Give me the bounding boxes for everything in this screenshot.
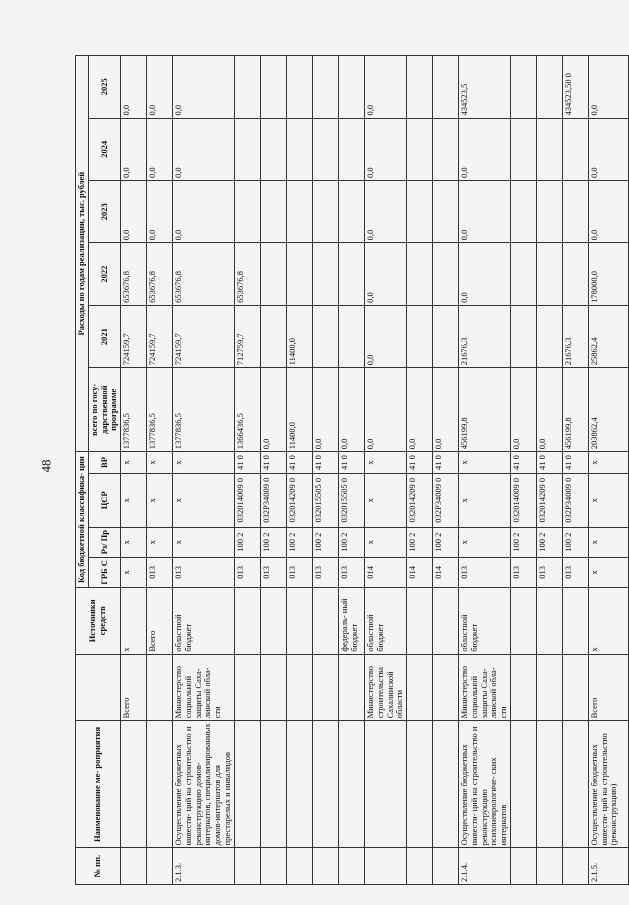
cell-rzpr: х: [147, 527, 173, 557]
cell-exec: Всего: [121, 654, 147, 721]
cell-vr: 41 0: [261, 452, 287, 474]
cell-y2022: 653676,8: [121, 243, 147, 305]
cell-rzpr: х: [459, 527, 511, 557]
cell-grbs: 013: [261, 557, 287, 587]
cell-grbs: 013: [510, 557, 536, 587]
cell-source: х: [121, 587, 147, 654]
cell-y2025: [510, 56, 536, 119]
cell-y2021: 724159,7: [121, 305, 147, 367]
cell-y2021: [510, 305, 536, 367]
cell-source: [261, 587, 287, 654]
cell-csr: 032P34009 0: [562, 473, 588, 527]
cell-csr: 032014209 0: [287, 473, 313, 527]
cell-source: [562, 587, 588, 654]
cell-exec: [536, 654, 562, 721]
header-vr: ВР: [88, 452, 120, 474]
cell-total: 0,0: [536, 368, 562, 452]
cell-exec: [147, 654, 173, 721]
cell-y2025: 0,0: [588, 56, 628, 119]
cell-csr: 032014209 0: [536, 473, 562, 527]
cell-name: [287, 721, 313, 848]
cell-y2024: 0,0: [121, 118, 147, 180]
cell-csr: х: [121, 473, 147, 527]
table-row: [433, 56, 459, 885]
cell-y2024: 0,0: [173, 118, 235, 180]
cell-y2025: 0,0: [173, 56, 235, 119]
cell-y2022: 653676,8: [147, 243, 173, 305]
header-2023: 2023: [88, 180, 120, 242]
header-expenses: Расходы по годам реализации, тыс. рублей: [76, 56, 89, 452]
cell-y2024: [407, 118, 433, 180]
cell-num: [339, 848, 365, 885]
cell-y2022: [407, 243, 433, 305]
cell-source: федераль- ный бюджет: [339, 587, 365, 654]
rotated-table-container: [75, 55, 619, 885]
cell-num: [365, 848, 407, 885]
cell-vr: 41 0: [235, 452, 261, 474]
table-row: [407, 56, 433, 885]
cell-exec: [510, 654, 536, 721]
cell-vr: 41 0: [510, 452, 536, 474]
cell-vr: 41 0: [339, 452, 365, 474]
cell-grbs: 013: [536, 557, 562, 587]
cell-name: Осуществление бюджетных инвести- ций на строительство и реконструкцию психоневрологиче- ских интернатов: [459, 721, 511, 848]
cell-grbs: х: [588, 557, 628, 587]
cell-y2024: [235, 118, 261, 180]
header-budget-code: Код бюджетной классифика- ции: [76, 452, 89, 588]
cell-total: 11400,0: [287, 368, 313, 452]
cell-grbs: 013: [235, 557, 261, 587]
cell-name: Осуществление бюджетных инвести- ций на строительство и реконструкцию домов-интернатов, специализированных домов-интернатов для престарелых и инвалидов: [173, 721, 235, 848]
cell-y2022: 0,0: [459, 243, 511, 305]
cell-y2025: [261, 56, 287, 119]
cell-name: [562, 721, 588, 848]
table-row: [536, 56, 562, 885]
cell-source: областной бюджет: [459, 587, 511, 654]
cell-y2024: [261, 118, 287, 180]
cell-rzpr: 100 2: [235, 527, 261, 557]
table-row: [173, 56, 235, 885]
cell-rzpr: х: [365, 527, 407, 557]
cell-rzpr: 100 2: [339, 527, 365, 557]
cell-source: областной бюджет: [173, 587, 235, 654]
cell-num: [433, 848, 459, 885]
cell-y2023: 0,0: [173, 180, 235, 242]
cell-y2023: 0,0: [121, 180, 147, 242]
table-row: [339, 56, 365, 885]
cell-y2025: 0,0: [365, 56, 407, 119]
cell-y2025: 434523,5: [459, 56, 511, 119]
cell-total: 0,0: [365, 368, 407, 452]
cell-name: [510, 721, 536, 848]
cell-vr: х: [365, 452, 407, 474]
cell-exec: Министерство строительства Сахалинской области: [365, 654, 407, 721]
table-row: [562, 56, 588, 885]
cell-y2024: [339, 118, 365, 180]
header-total: всего по госу- дарственной программе: [88, 368, 120, 452]
cell-exec: Всего: [588, 654, 628, 721]
cell-y2022: 653676,8: [235, 243, 261, 305]
cell-y2021: [433, 305, 459, 367]
cell-rzpr: 100 2: [407, 527, 433, 557]
cell-name: [536, 721, 562, 848]
cell-exec: [313, 654, 339, 721]
cell-y2022: 653676,8: [173, 243, 235, 305]
cell-num: 2.1.4.: [459, 848, 511, 885]
header-2024: 2024: [88, 118, 120, 180]
cell-y2022: 178000,0: [588, 243, 628, 305]
cell-y2023: [339, 180, 365, 242]
cell-y2021: [536, 305, 562, 367]
cell-total: 0,0: [433, 368, 459, 452]
table-row: [313, 56, 339, 885]
cell-rzpr: 100 2: [510, 527, 536, 557]
cell-y2023: 0,0: [147, 180, 173, 242]
cell-exec: Министерство социальной защиты Саха- линской обла- сти: [173, 654, 235, 721]
cell-name: Осуществление бюджетных инвести- ций на строительство (реконструкцию): [588, 721, 628, 848]
cell-rzpr: х: [121, 527, 147, 557]
cell-y2021: 11400,0: [287, 305, 313, 367]
cell-rzpr: 100 2: [433, 527, 459, 557]
header-2021: 2021: [88, 305, 120, 367]
cell-vr: х: [173, 452, 235, 474]
cell-grbs: 014: [433, 557, 459, 587]
cell-grbs: 013: [313, 557, 339, 587]
header-row-1: [76, 56, 89, 885]
cell-num: [536, 848, 562, 885]
cell-total: 1377836,5: [121, 368, 147, 452]
cell-y2025: 434523,50 0: [562, 56, 588, 119]
cell-num: [562, 848, 588, 885]
cell-y2021: [339, 305, 365, 367]
cell-y2023: 0,0: [459, 180, 511, 242]
cell-y2021: 724159,7: [173, 305, 235, 367]
cell-vr: 41 0: [287, 452, 313, 474]
cell-name: [433, 721, 459, 848]
cell-source: [287, 587, 313, 654]
cell-total: 456199,8: [562, 368, 588, 452]
header-source: Источники средств: [76, 587, 121, 654]
cell-y2024: [536, 118, 562, 180]
cell-total: 0,0: [407, 368, 433, 452]
cell-num: [407, 848, 433, 885]
cell-y2021: 21676,3: [562, 305, 588, 367]
cell-grbs: 013: [562, 557, 588, 587]
cell-csr: 032P34009 0: [261, 473, 287, 527]
cell-num: [287, 848, 313, 885]
table-row: [121, 56, 147, 885]
cell-y2025: [313, 56, 339, 119]
cell-exec: [562, 654, 588, 721]
cell-rzpr: 100 2: [287, 527, 313, 557]
header-num: № пп.: [76, 848, 121, 885]
cell-y2025: [339, 56, 365, 119]
cell-grbs: 013: [459, 557, 511, 587]
cell-y2023: [261, 180, 287, 242]
cell-y2021: 21676,3: [459, 305, 511, 367]
cell-total: 0,0: [261, 368, 287, 452]
cell-source: [313, 587, 339, 654]
cell-y2024: [433, 118, 459, 180]
cell-num: [235, 848, 261, 885]
cell-grbs: 013: [173, 557, 235, 587]
table-row: [459, 56, 511, 885]
cell-source: [433, 587, 459, 654]
cell-vr: х: [459, 452, 511, 474]
cell-rzpr: 100 2: [536, 527, 562, 557]
header-csr: ЦСР: [88, 473, 120, 527]
cell-num: 2.1.5.: [588, 848, 628, 885]
cell-vr: х: [588, 452, 628, 474]
cell-name: [261, 721, 287, 848]
cell-name: [313, 721, 339, 848]
cell-y2024: [562, 118, 588, 180]
cell-source: [235, 587, 261, 654]
cell-vr: 41 0: [407, 452, 433, 474]
cell-y2024: [510, 118, 536, 180]
cell-y2024: 0,0: [588, 118, 628, 180]
header-grbs: ГРБ С: [88, 557, 120, 587]
cell-y2021: [313, 305, 339, 367]
cell-y2021: [261, 305, 287, 367]
cell-num: [313, 848, 339, 885]
cell-exec: [287, 654, 313, 721]
cell-y2023: [407, 180, 433, 242]
cell-total: 456199,8: [459, 368, 511, 452]
cell-y2025: [235, 56, 261, 119]
cell-name: [365, 721, 407, 848]
cell-csr: х: [459, 473, 511, 527]
cell-y2025: [287, 56, 313, 119]
cell-csr: х: [147, 473, 173, 527]
cell-y2023: 0,0: [588, 180, 628, 242]
cell-y2025: [407, 56, 433, 119]
cell-csr: х: [173, 473, 235, 527]
cell-csr: х: [588, 473, 628, 527]
cell-exec: [339, 654, 365, 721]
budget-table: [75, 55, 629, 885]
cell-num: [121, 848, 147, 885]
cell-num: 2.1.3.: [173, 848, 235, 885]
cell-grbs: 013: [147, 557, 173, 587]
table-row: [365, 56, 407, 885]
cell-grbs: х: [121, 557, 147, 587]
header-executor: [76, 654, 121, 721]
cell-y2025: [536, 56, 562, 119]
cell-source: [407, 587, 433, 654]
document-page: [75, 55, 619, 885]
cell-total: 0,0: [313, 368, 339, 452]
cell-y2023: [562, 180, 588, 242]
cell-name: [407, 721, 433, 848]
cell-y2022: [433, 243, 459, 305]
cell-grbs: 013: [339, 557, 365, 587]
cell-name: [121, 721, 147, 848]
cell-y2021: 25862,4: [588, 305, 628, 367]
cell-exec: [407, 654, 433, 721]
cell-vr: 41 0: [562, 452, 588, 474]
cell-rzpr: х: [173, 527, 235, 557]
cell-y2022: [536, 243, 562, 305]
cell-rzpr: 100 2: [261, 527, 287, 557]
cell-num: [147, 848, 173, 885]
cell-vr: 41 0: [536, 452, 562, 474]
cell-source: [510, 587, 536, 654]
cell-y2021: 724159,7: [147, 305, 173, 367]
cell-y2022: [562, 243, 588, 305]
cell-num: [510, 848, 536, 885]
cell-y2022: [261, 243, 287, 305]
cell-y2024: 0,0: [459, 118, 511, 180]
cell-y2024: [313, 118, 339, 180]
table-row: [261, 56, 287, 885]
cell-csr: 032014209 0: [407, 473, 433, 527]
cell-y2025: [433, 56, 459, 119]
table-row: [510, 56, 536, 885]
cell-grbs: 013: [287, 557, 313, 587]
cell-source: областной бюджет: [365, 587, 407, 654]
cell-total: 0,0: [510, 368, 536, 452]
cell-y2024: 0,0: [147, 118, 173, 180]
cell-rzpr: 100 2: [313, 527, 339, 557]
header-2025: 2025: [88, 56, 120, 119]
cell-total: 203862,4: [588, 368, 628, 452]
cell-csr: 032015505 0: [339, 473, 365, 527]
cell-csr: х: [365, 473, 407, 527]
cell-y2022: [287, 243, 313, 305]
header-rzpr: Рз/ Пр: [88, 527, 120, 557]
cell-total: 0,0: [339, 368, 365, 452]
cell-y2023: [510, 180, 536, 242]
cell-y2022: [339, 243, 365, 305]
cell-y2025: 0,0: [147, 56, 173, 119]
table-row: [147, 56, 173, 885]
cell-name: [235, 721, 261, 848]
cell-rzpr: х: [588, 527, 628, 557]
header-name: Наименование ме- роприятия: [76, 721, 121, 848]
cell-y2023: [287, 180, 313, 242]
cell-y2023: 0,0: [365, 180, 407, 242]
cell-y2021: 712759,7: [235, 305, 261, 367]
cell-rzpr: 100 2: [562, 527, 588, 557]
cell-total: 1366436,5: [235, 368, 261, 452]
cell-source: х: [588, 587, 628, 654]
cell-y2022: 0,0: [365, 243, 407, 305]
cell-csr: 032014009 0: [510, 473, 536, 527]
cell-source: [536, 587, 562, 654]
cell-csr: 032P34009 0: [433, 473, 459, 527]
table-row: [235, 56, 261, 885]
cell-num: [261, 848, 287, 885]
cell-vr: х: [121, 452, 147, 474]
cell-total: 1377836,5: [173, 368, 235, 452]
cell-y2024: [287, 118, 313, 180]
cell-y2025: 0,0: [121, 56, 147, 119]
table-row: [588, 56, 628, 885]
cell-y2023: [536, 180, 562, 242]
cell-y2024: 0,0: [365, 118, 407, 180]
cell-y2021: 0,0: [365, 305, 407, 367]
cell-source: Всего: [147, 587, 173, 654]
cell-y2021: [407, 305, 433, 367]
cell-vr: 41 0: [433, 452, 459, 474]
table-body: [121, 56, 629, 885]
table-row: [287, 56, 313, 885]
page-number: 48: [38, 459, 54, 473]
cell-exec: Министерство социальной защиты Саха- линской обла- сти: [459, 654, 511, 721]
cell-grbs: 014: [365, 557, 407, 587]
header-2022: 2022: [88, 243, 120, 305]
cell-vr: 41 0: [313, 452, 339, 474]
cell-name: [339, 721, 365, 848]
cell-y2023: [313, 180, 339, 242]
cell-exec: [235, 654, 261, 721]
cell-exec: [261, 654, 287, 721]
cell-csr: 032015505 0: [313, 473, 339, 527]
cell-vr: х: [147, 452, 173, 474]
cell-name: [147, 721, 173, 848]
cell-y2022: [510, 243, 536, 305]
cell-y2023: [235, 180, 261, 242]
cell-y2023: [433, 180, 459, 242]
cell-exec: [433, 654, 459, 721]
cell-total: 1377836,5: [147, 368, 173, 452]
cell-grbs: 014: [407, 557, 433, 587]
cell-y2022: [313, 243, 339, 305]
cell-csr: 032014009 0: [235, 473, 261, 527]
